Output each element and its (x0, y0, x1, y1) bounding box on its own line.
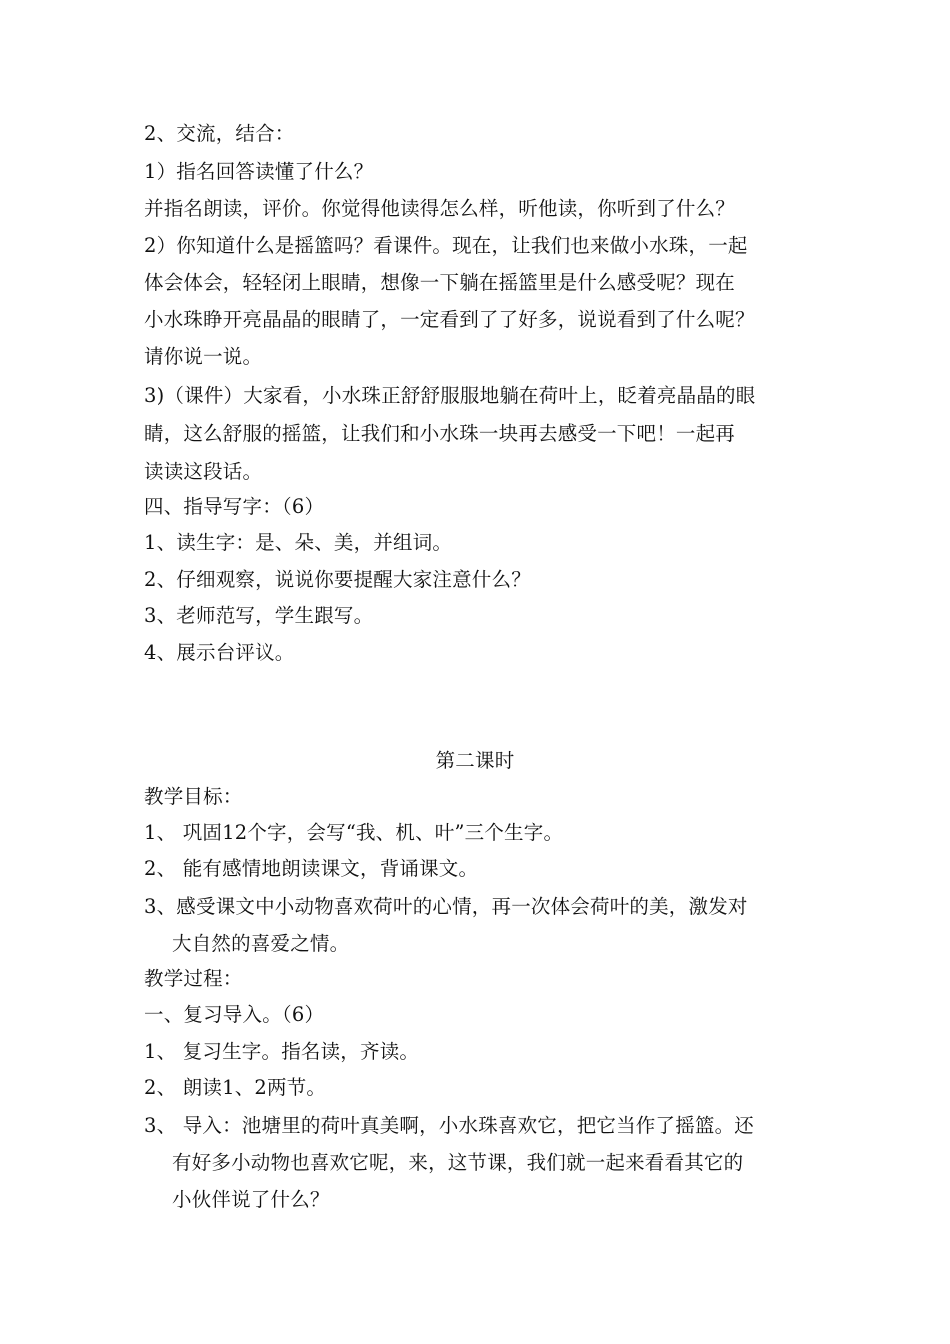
step-item: 2、 朗读1、2两节。 (144, 1076, 327, 1099)
text-line: 读读这段话。 (144, 460, 263, 483)
section-heading: 四、指导写字：（6） (144, 495, 325, 518)
text-line: 睛，这么舒服的摇篮，让我们和小水珠一块再去感受一下吧！一起再 (144, 422, 736, 445)
text-line: 2、交流，结合： (144, 122, 295, 145)
text-line: 请你说一说。 (144, 345, 263, 368)
goal-item: 1、 巩固12个字，会写“我、机、叶”三个生字。 (144, 821, 564, 844)
text-line: 4、展示台评议。 (144, 641, 295, 664)
text-line: 1）指名回答读懂了什么？ (144, 160, 374, 183)
goal-item-continuation: 大自然的喜爱之情。 (172, 932, 350, 955)
step-item: 3、 导入：池塘里的荷叶真美啊，小水珠喜欢它，把它当作了摇篮。还 (144, 1114, 755, 1137)
text-line: 小水珠睁开亮晶晶的眼睛了，一定看到了了好多，说说看到了什么呢？ (144, 308, 755, 331)
text-line: 2、仔细观察，说说你要提醒大家注意什么？ (144, 568, 531, 591)
text-line: 3)（课件）大家看，小水珠正舒舒服服地躺在荷叶上，眨着亮晶晶的眼 (144, 384, 756, 407)
goals-heading: 教学目标： (144, 785, 243, 808)
text-line: 体会体会，轻轻闭上眼睛，想像一下躺在摇篮里是什么感受呢？现在 (144, 271, 736, 294)
goal-item: 2、 能有感情地朗读课文，背诵课文。 (144, 857, 479, 880)
lesson-title: 第二课时 (435, 749, 515, 772)
text-line: 并指名朗读，评价。你觉得他读得怎么样，听他读，你听到了什么？ (144, 197, 736, 220)
text-line: 3、老师范写，学生跟写。 (144, 604, 374, 627)
goal-item: 3、感受课文中小动物喜欢荷叶的心情，再一次体会荷叶的美，激发对 (144, 895, 748, 918)
text-line: 2）你知道什么是摇篮吗？看课件。现在，让我们也来做小水珠，一起 (144, 234, 748, 257)
step-heading: 一、复习导入。（6） (144, 1003, 325, 1026)
step-item: 1、 复习生字。指名读，齐读。 (144, 1040, 420, 1063)
process-heading: 教学过程： (144, 967, 243, 990)
text-line: 1、读生字：是、朵、美，并组词。 (144, 531, 453, 554)
step-item-continuation: 有好多小动物也喜欢它呢，来，这节课，我们就一起来看看其它的 (172, 1151, 744, 1174)
step-item-continuation: 小伙伴说了什么？ (172, 1188, 330, 1211)
